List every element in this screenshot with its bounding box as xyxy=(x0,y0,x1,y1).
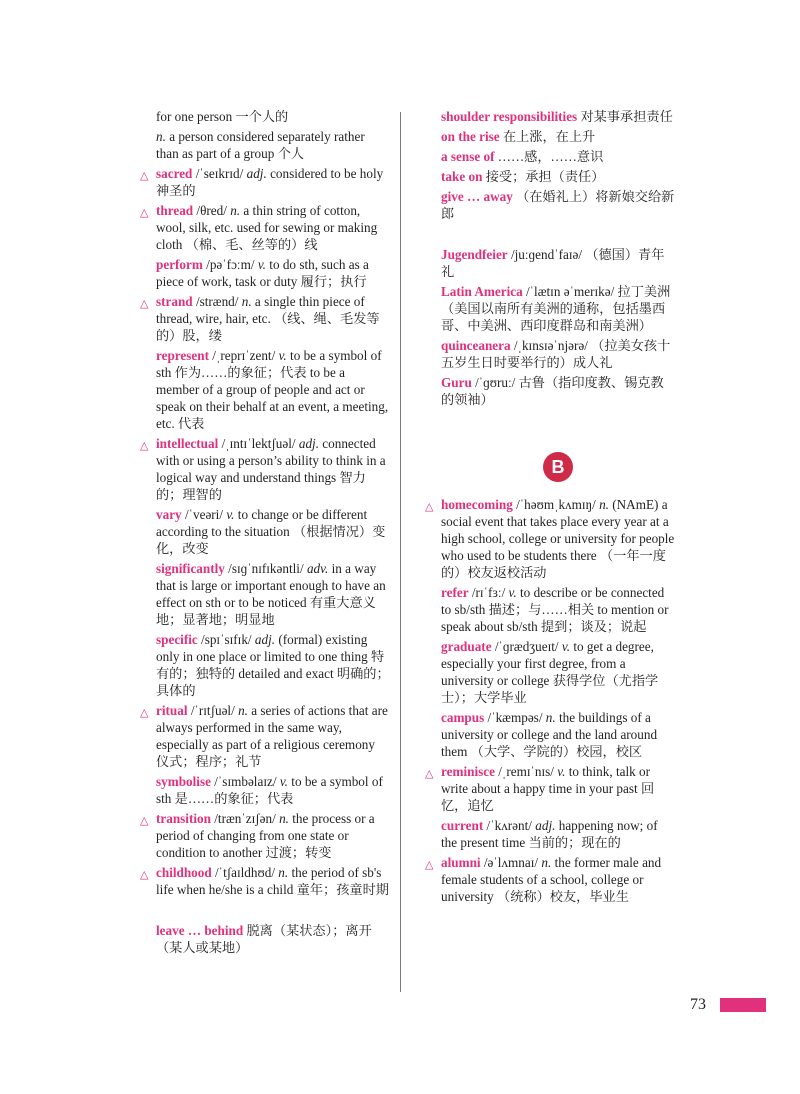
definition: the former male and female students of a school, college or university （统称）校友，毕业生 xyxy=(441,855,662,904)
right-column xyxy=(425,108,675,908)
headword: perform xyxy=(156,257,203,272)
phonetic: /ˈrɪtʃuəl/ xyxy=(190,703,235,718)
vocab-entry xyxy=(140,435,390,503)
headword: give … away xyxy=(441,189,513,204)
definition: a single thin piece of thread, wire, hair, etc. （线、绳、毛发等的）股，缕 xyxy=(156,294,380,343)
definition: happening now; of the present time 当前的；现在的 xyxy=(441,818,658,850)
definition: ……感，……意识 xyxy=(497,149,604,164)
definition: a thin string of cotton, wool, silk, etc. used for sewing or making cloth （棉、毛、丝等的）线 xyxy=(156,203,378,252)
vocab-entry xyxy=(425,709,675,760)
page-marker-bar xyxy=(720,998,766,1012)
part-of-speech: adj. xyxy=(254,632,276,647)
definition: 在上涨，在上升 xyxy=(502,129,596,144)
headword: Guru xyxy=(441,375,472,390)
phonetic: /ˈveəri/ xyxy=(184,507,224,522)
phonetic: /trænˈzɪʃən/ xyxy=(214,811,276,826)
definition: （德国）青年礼 xyxy=(441,247,665,279)
phonetic: /ˈlætɪn əˈmerɪkə/ xyxy=(525,284,615,299)
definition: (NAmE) a social event that takes place every year at a high school, college or university for people who used to be students there （一年一度的）校友返校活动 xyxy=(441,497,675,580)
definition: 拉丁美洲（美国以南所有美洲的通称，包括墨西哥、中美洲、西印度群岛和南美洲） xyxy=(441,284,671,333)
headword: Latin America xyxy=(441,284,523,299)
part-of-speech: n. xyxy=(279,811,289,826)
part-of-speech: adv. xyxy=(306,561,329,576)
headword: shoulder responsibilities xyxy=(441,109,578,124)
definition: to change or be different according to the situation （根据情况）变化，改变 xyxy=(156,507,386,556)
definition: (formal) existing only in one place or limited to one thing 特有的；独特的 detailed and exact 明确的；具体的 xyxy=(156,632,390,698)
part-of-speech: n. xyxy=(156,129,166,144)
section-badge-wrap xyxy=(425,452,675,482)
vocab-entry xyxy=(140,293,390,344)
headword: ritual xyxy=(156,703,188,718)
vocab-entry xyxy=(425,108,675,125)
definition: for one person 一个人的 xyxy=(156,109,289,124)
definition: （拉美女孩十五岁生日时要举行的）成人礼 xyxy=(441,338,671,370)
headword: quinceanera xyxy=(441,338,511,353)
new-word-triangle-icon: △ xyxy=(140,206,149,219)
new-word-triangle-icon: △ xyxy=(140,814,149,827)
right-column-bottom xyxy=(425,496,675,905)
headword: current xyxy=(441,818,484,833)
phonetic: /ˌɪntɪˈlektʃuəl/ xyxy=(221,436,296,451)
vocab-entry xyxy=(140,631,390,699)
phonetic: /ˈkʌrənt/ xyxy=(486,818,532,833)
phonetic: /ˈɡrædʒueɪt/ xyxy=(494,639,559,654)
vocab-entry xyxy=(140,256,390,290)
phonetic: /juːɡendˈfaɪə/ xyxy=(510,247,583,262)
definition: to think, talk or write about a happy time in your past 回忆，追忆 xyxy=(441,764,655,813)
new-word-triangle-icon: △ xyxy=(425,767,434,780)
vocab-entry xyxy=(425,638,675,706)
definition: 古鲁（指印度教、锡克教的领袖） xyxy=(441,375,664,407)
headword: a sense of xyxy=(441,149,495,164)
vocab-entry xyxy=(140,773,390,807)
vocab-entry xyxy=(140,864,390,898)
definition: in a way that is large or important enough to have an effect on sth or to be noticed 有重大意义地；显著地；明显地 xyxy=(156,561,386,627)
vocab-entry xyxy=(140,165,390,199)
headword: strand xyxy=(156,294,193,309)
part-of-speech: n. xyxy=(230,203,241,218)
definition: a series of actions that are always performed in the same way, especially as part of a religious ceremony 仪式；程序；礼节 xyxy=(156,703,388,769)
vocab-entry xyxy=(140,128,390,162)
definition: to be a symbol of sth 作为……的象征；代表 to be a member of a group of people and act or speak on their behalf at an event, a meeting, etc. 代表 xyxy=(156,348,389,431)
definition: the process or a period of changing from one state or condition to another 过渡；转变 xyxy=(156,811,375,860)
part-of-speech: adj. xyxy=(535,818,556,833)
part-of-speech: v. xyxy=(561,639,571,654)
phonetic: /ˈhəʊmˌkʌmɪŋ/ xyxy=(516,497,596,512)
part-of-speech: n. xyxy=(278,865,289,880)
new-word-triangle-icon: △ xyxy=(425,500,434,513)
vocab-entry xyxy=(140,810,390,861)
definition: （在婚礼上）将新娘交给新郎 xyxy=(441,189,675,221)
new-word-triangle-icon: △ xyxy=(140,439,149,452)
page-footer xyxy=(690,996,766,1014)
phonetic: /ˌremɪˈnɪs/ xyxy=(498,764,554,779)
definition: the period of sb's life when he/she is a child 童年；孩童时期 xyxy=(156,865,389,897)
vocab-entry xyxy=(425,374,675,408)
definition: to do sth, such as a piece of work, task or duty 履行；执行 xyxy=(156,257,369,289)
headword: thread xyxy=(156,203,194,218)
vocab-entry xyxy=(425,584,675,635)
new-word-triangle-icon: △ xyxy=(140,169,149,182)
column-divider xyxy=(400,112,401,992)
part-of-speech: v. xyxy=(557,764,566,779)
page-number: 73 xyxy=(690,996,706,1013)
definition: 脱离（某状态）；离开（某人或某地） xyxy=(156,923,372,955)
headword: vary xyxy=(156,507,182,522)
headword: specific xyxy=(156,632,198,647)
phonetic: /ˈseɪkrɪd/ xyxy=(195,166,244,181)
phonetic: /ˈtʃaɪldhʊd/ xyxy=(215,865,275,880)
definition: to get a degree, especially your first degree, from a university or college 获得学位（尤指学士）；大学毕业 xyxy=(441,639,659,705)
part-of-speech: n. xyxy=(241,294,252,309)
part-of-speech: n. xyxy=(541,855,552,870)
part-of-speech: v. xyxy=(279,774,288,789)
definition: the buildings of a university or college and the land around them （大学、学院的）校园，校区 xyxy=(441,710,658,759)
headword: homecoming xyxy=(441,497,513,512)
vocab-entry xyxy=(425,128,675,145)
vocab-entry xyxy=(425,246,675,280)
headword: childhood xyxy=(156,865,212,880)
headword: take on xyxy=(441,169,483,184)
new-word-triangle-icon: △ xyxy=(425,858,434,871)
headword: intellectual xyxy=(156,436,219,451)
phonetic: /spɪˈsɪfɪk/ xyxy=(201,632,252,647)
headword: alumni xyxy=(441,855,481,870)
definition: to be a symbol of sth 是……的象征；代表 xyxy=(156,774,383,806)
vocab-entry xyxy=(425,148,675,165)
phonetic: /θred/ xyxy=(196,203,227,218)
headword: Jugendfeier xyxy=(441,247,508,262)
part-of-speech: n. xyxy=(238,703,248,718)
vocab-entry xyxy=(140,108,390,125)
part-of-speech: n. xyxy=(599,497,609,512)
headword: reminisce xyxy=(441,764,495,779)
vocab-entry xyxy=(425,763,675,814)
definition: 接受；承担（责任） xyxy=(485,169,605,184)
vocab-entry xyxy=(425,188,675,222)
vocab-entry xyxy=(425,496,675,581)
vocab-entry xyxy=(425,283,675,334)
headword: symbolise xyxy=(156,774,211,789)
vocab-entry xyxy=(425,854,675,905)
vocab-entry xyxy=(140,347,390,432)
definition: 对某事承担责任 xyxy=(580,109,673,124)
phonetic: /ˌreprɪˈzent/ xyxy=(212,348,276,363)
headword: on the rise xyxy=(441,129,500,144)
phonetic: /ˈkæmpəs/ xyxy=(487,710,543,725)
phonetic: /ˌkɪnsɪəˈnjərə/ xyxy=(513,338,588,353)
new-word-triangle-icon: △ xyxy=(140,706,149,719)
right-column-top xyxy=(425,108,675,408)
headword: sacred xyxy=(156,166,193,181)
left-column xyxy=(140,108,390,959)
new-word-triangle-icon: △ xyxy=(140,868,149,881)
headword: represent xyxy=(156,348,209,363)
vocab-entry xyxy=(140,202,390,253)
phonetic: /rɪˈfɜː/ xyxy=(471,585,506,600)
phonetic: /ˈsɪmbəlaɪz/ xyxy=(214,774,277,789)
headword: graduate xyxy=(441,639,492,654)
part-of-speech: v. xyxy=(278,348,287,363)
phonetic: /pəˈfɔːm/ xyxy=(206,257,255,272)
vocab-entry xyxy=(140,922,390,956)
definition: considered to be holy 神圣的 xyxy=(156,166,384,198)
headword: transition xyxy=(156,811,211,826)
vocab-entry xyxy=(140,560,390,628)
headword: campus xyxy=(441,710,485,725)
phonetic: /əˈlʌmnaɪ/ xyxy=(483,855,539,870)
new-word-triangle-icon: △ xyxy=(140,297,149,310)
headword: leave … behind xyxy=(156,923,244,938)
vocab-entry xyxy=(425,817,675,851)
definition: to describe or be connected to sb/sth 描述；与……相关 to mention or speak about sb/sth 提到；谈及；说起 xyxy=(441,585,669,634)
part-of-speech: v. xyxy=(257,257,266,272)
part-of-speech: adj. xyxy=(298,436,319,451)
part-of-speech: v. xyxy=(508,585,517,600)
definition: connected with or using a person’s ability to think in a logical way and understand things 智力的；理智的 xyxy=(156,436,386,502)
vocab-entry xyxy=(140,506,390,557)
definition: a person considered separately rather than as part of a group 个人 xyxy=(156,129,365,161)
headword: significantly xyxy=(156,561,225,576)
part-of-speech: v. xyxy=(226,507,235,522)
part-of-speech: adj. xyxy=(246,166,267,181)
phonetic: /strænd/ xyxy=(195,294,239,309)
vocab-entry xyxy=(140,702,390,770)
part-of-speech: n. xyxy=(545,710,556,725)
vocab-entry xyxy=(425,337,675,371)
vocab-entry xyxy=(425,168,675,185)
headword: refer xyxy=(441,585,469,600)
section-letter-badge: B xyxy=(543,452,573,482)
phonetic: /ˈɡʊruː/ xyxy=(475,375,516,390)
phonetic: /sɪɡˈnɪfɪkəntli/ xyxy=(228,561,304,576)
